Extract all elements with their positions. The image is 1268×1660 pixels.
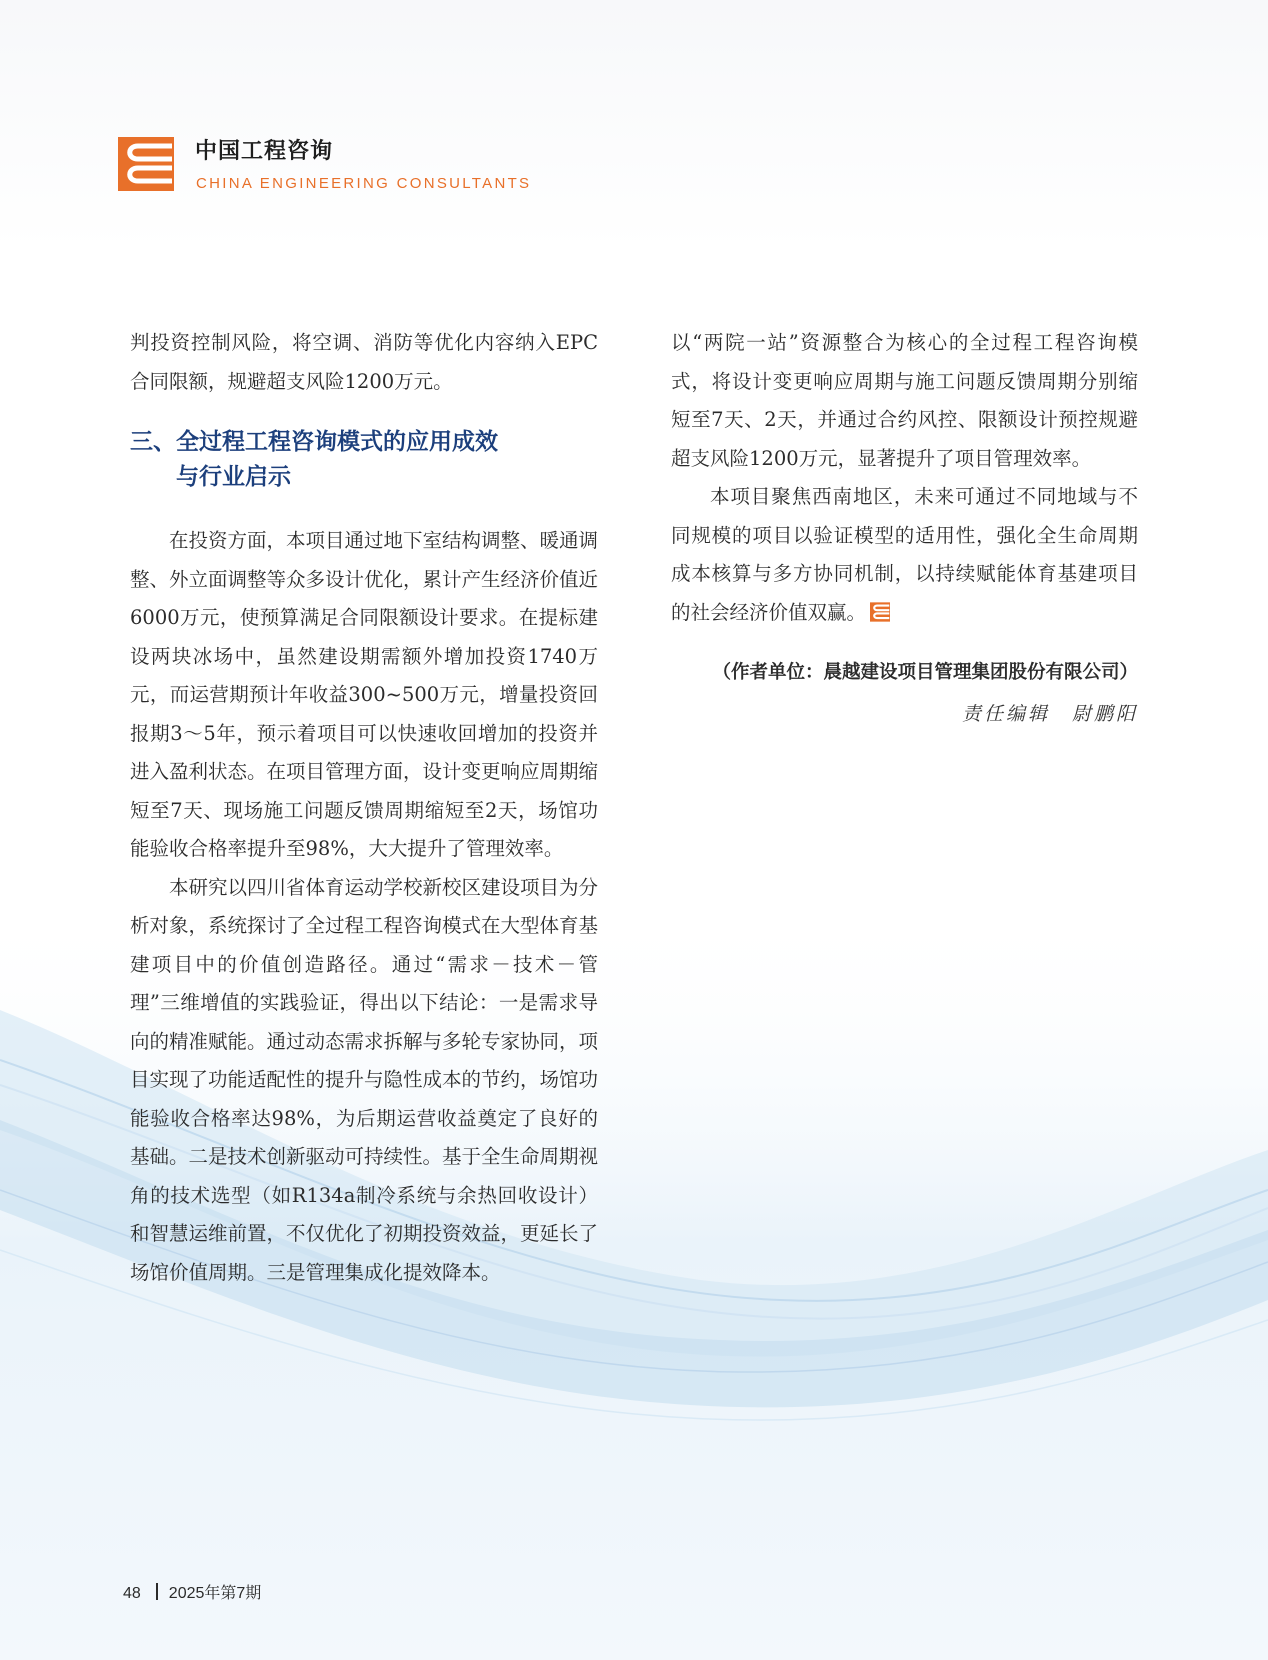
paragraph-future [671,478,1138,632]
page-number: 48 [123,1585,141,1602]
footer-divider [156,1583,158,1600]
left-column [130,324,598,1292]
paragraph-continued: 判投资控制风险，将空调、消防等优化内容纳入EPC合同限额，规避超支风险1200万元。 [130,331,598,393]
brand-name-cn: 中国工程咨询 [195,139,334,164]
paragraph-investment: 在投资方面，本项目通过地下室结构调整、暖通调整、外立面调整等众多设计优化，累计产生经济价值近6000万元，使预算满足合同限额设计要求。在提标建设两块冰场中，虽然建设期需额外增加投资1740万元，而运营期预计年收益300~500万元，增量投资回报期3～5年，预示着项目可以快速收回增加的投资并进入盈利状态。在项目管理方面，设计变更响应周期缩短至7天、现场施工问题反馈周期缩短至2天，场馆功能验收合格率提升至98%，大大提升了管理效率。 [130,529,599,860]
paragraph-continued-right: 以“两院一站”资源整合为核心的全过程工程咨询模式，将设计变更响应周期与施工问题反馈周期分别缩短至7天、2天，并通过合约风控、限额设计预控规避超支风险1200万元，显著提升了项目管理效率。 [671,331,1138,470]
right-column [671,324,1138,733]
section-heading-line2: 与行业启示 [176,464,291,490]
paragraph-research: 本研究以四川省体育运动学校新校区建设项目为分析对象，系统探讨了全过程工程咨询模式在大型体育基建项目中的价值创造路径。通过“需求－技术－管理”三维增值的实践验证，得出以下结论：一是需求导向的精准赋能。通过动态需求拆解与多轮专家协同，项目实现了功能适配性的提升与隐性成本的节约，场馆功能验收合格率达98%，为后期运营收益奠定了良好的基础。二是技术创新驱动可持续性。基于全生命周期视角的技术选型（如R134a制冷系统与余热回收设计）和智慧运维前置，不仅优化了初期投资效益，更延长了场馆价值周期。三是管理集成化提效降本。 [130,875,599,1284]
author-affiliation: （作者单位：晨越建设项目管理集团股份有限公司） [712,662,1138,683]
page-footer [123,1580,261,1603]
responsible-editor: 责任编辑 尉鹏阳 [961,702,1138,725]
paragraph-future-text: 本项目聚焦西南地区，未来可通过不同地域与不同规模的项目以验证模型的适用性，强化全生命周期成本核算与多方协同机制，以持续赋能体育基建项目的社会经济价值双赢。 [671,485,1138,624]
article-end-icon [870,602,890,622]
issue-label: 2025年第7期 [168,1585,262,1602]
section-heading [130,425,598,495]
section-heading-line1: 三、全过程工程咨询模式的应用成效 [130,429,498,455]
brand-name-en: CHINA ENGINEERING CONSULTANTS [196,175,532,192]
cec-logo-icon [118,137,174,191]
